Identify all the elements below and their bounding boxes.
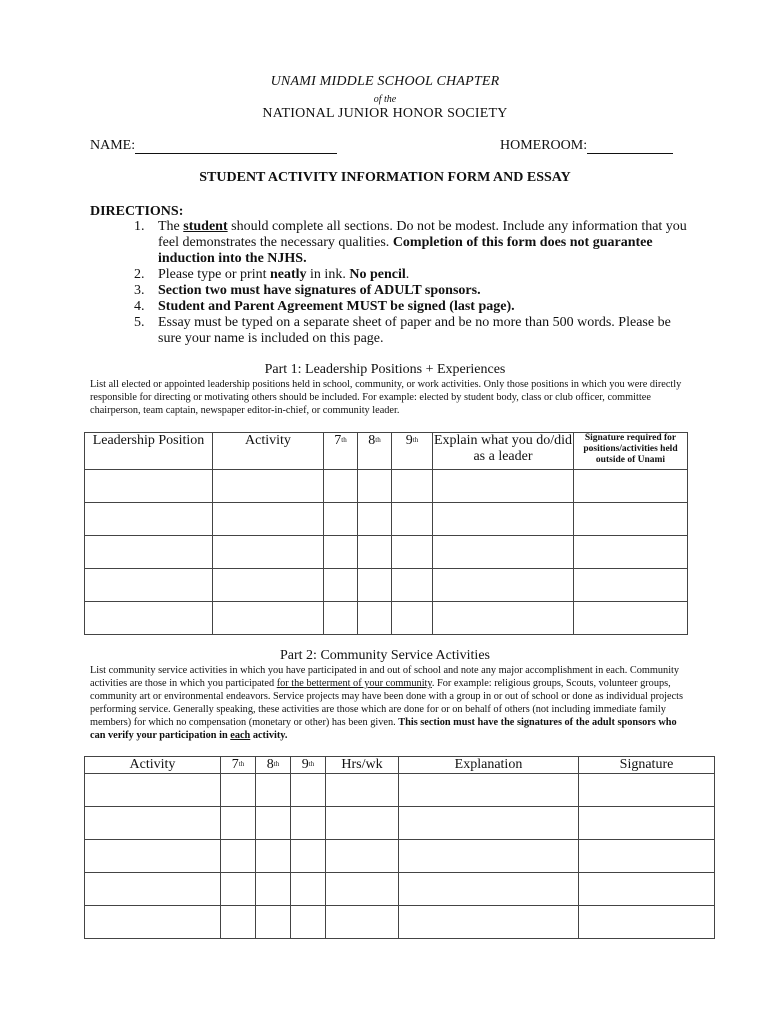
homeroom-label: HOMEROOM: xyxy=(500,138,588,153)
leadership-table xyxy=(84,432,688,635)
col-grade-8: 8th xyxy=(358,433,392,470)
part1-title: Part 1: Leadership Positions + Experiences xyxy=(264,362,506,377)
directions-label: DIRECTIONS: xyxy=(90,204,184,219)
col-leadership-position: Leadership Position xyxy=(85,433,213,470)
col-hrs-wk: Hrs/wk xyxy=(326,757,399,774)
direction-item: 5. Essay must be typed on a separate sheet of paper and be no more than 500 words. Please be sure your name is included on this page. xyxy=(134,315,671,346)
of-the-text: of the xyxy=(373,94,397,105)
name-input-line[interactable] xyxy=(135,139,337,154)
table-row xyxy=(85,873,715,906)
part2-title: Part 2: Community Service Activities xyxy=(280,648,490,663)
direction-item: 4. Student and Parent Agreement MUST be signed (last page). xyxy=(134,299,515,314)
col-explanation: Explanation xyxy=(399,757,579,774)
col-explain: Explain what you do/did as a leader xyxy=(433,433,574,470)
part2-intro: List community service activities in which you have participated in and out of school and note any major accomplishment in each. Community activities are those in which you participated for the betterment of your community. For example: religious groups, Scouts, volunteer groups, community art or environmental endeavors. Service projects may have been done with a group in or out of school or done as individual projects performing service. Generally speaking, these activities are those which are done for or on behalf of others (not including immediate family members) for which no compensation (monetary or other) has been given. This section must have the signatures of the adult sponsors who can verify your participation in each activity. xyxy=(90,665,684,741)
society-title: NATIONAL JUNIOR HONOR SOCIETY xyxy=(262,106,508,121)
directions-list xyxy=(112,219,692,347)
name-label: NAME: xyxy=(90,138,136,153)
col-activity: Activity xyxy=(213,433,324,470)
col-signature-required: Signature required for positions/activities held outside of Unami xyxy=(574,433,688,470)
table-row xyxy=(85,602,688,635)
table-row xyxy=(85,536,688,569)
homeroom-field xyxy=(500,138,673,154)
name-field xyxy=(90,138,337,154)
col-activity: Activity xyxy=(85,757,221,774)
table-header-row xyxy=(85,433,688,470)
direction-item: 2. Please type or print neatly in ink. No pencil. xyxy=(134,267,410,282)
col-grade-7: 7th xyxy=(221,757,256,774)
table-row xyxy=(85,470,688,503)
table-row xyxy=(85,840,715,873)
col-signature: Signature xyxy=(579,757,715,774)
form-title: STUDENT ACTIVITY INFORMATION FORM AND ESSAY xyxy=(199,170,571,185)
table-header-row xyxy=(85,757,715,774)
chapter-title: UNAMI MIDDLE SCHOOL CHAPTER xyxy=(270,74,500,89)
community-service-table xyxy=(84,756,715,939)
direction-item: 1. The student should complete all sections. Do not be modest. Include any information that you feel demonstrates the necessary qualities. Completion of this form does not guarantee induction into the NJHS. xyxy=(134,219,687,266)
direction-item: 3. Section two must have signatures of ADULT sponsors. xyxy=(134,283,481,298)
table-row xyxy=(85,807,715,840)
table-row xyxy=(85,503,688,536)
col-grade-8: 8th xyxy=(256,757,291,774)
homeroom-input-line[interactable] xyxy=(587,139,673,154)
table-row xyxy=(85,906,715,939)
col-grade-9: 9th xyxy=(392,433,433,470)
col-grade-9: 9th xyxy=(291,757,326,774)
part1-intro: List all elected or appointed leadership positions held in school, community, or work activities. Only those positions in which you were directly responsible for directing or motivating others should be included. For example: elected by student body, class or club officer, committee chairperson, team captain, newspaper editor-in-chief, or community leader. xyxy=(90,379,682,416)
table-row xyxy=(85,774,715,807)
table-row xyxy=(85,569,688,602)
col-grade-7: 7th xyxy=(324,433,358,470)
